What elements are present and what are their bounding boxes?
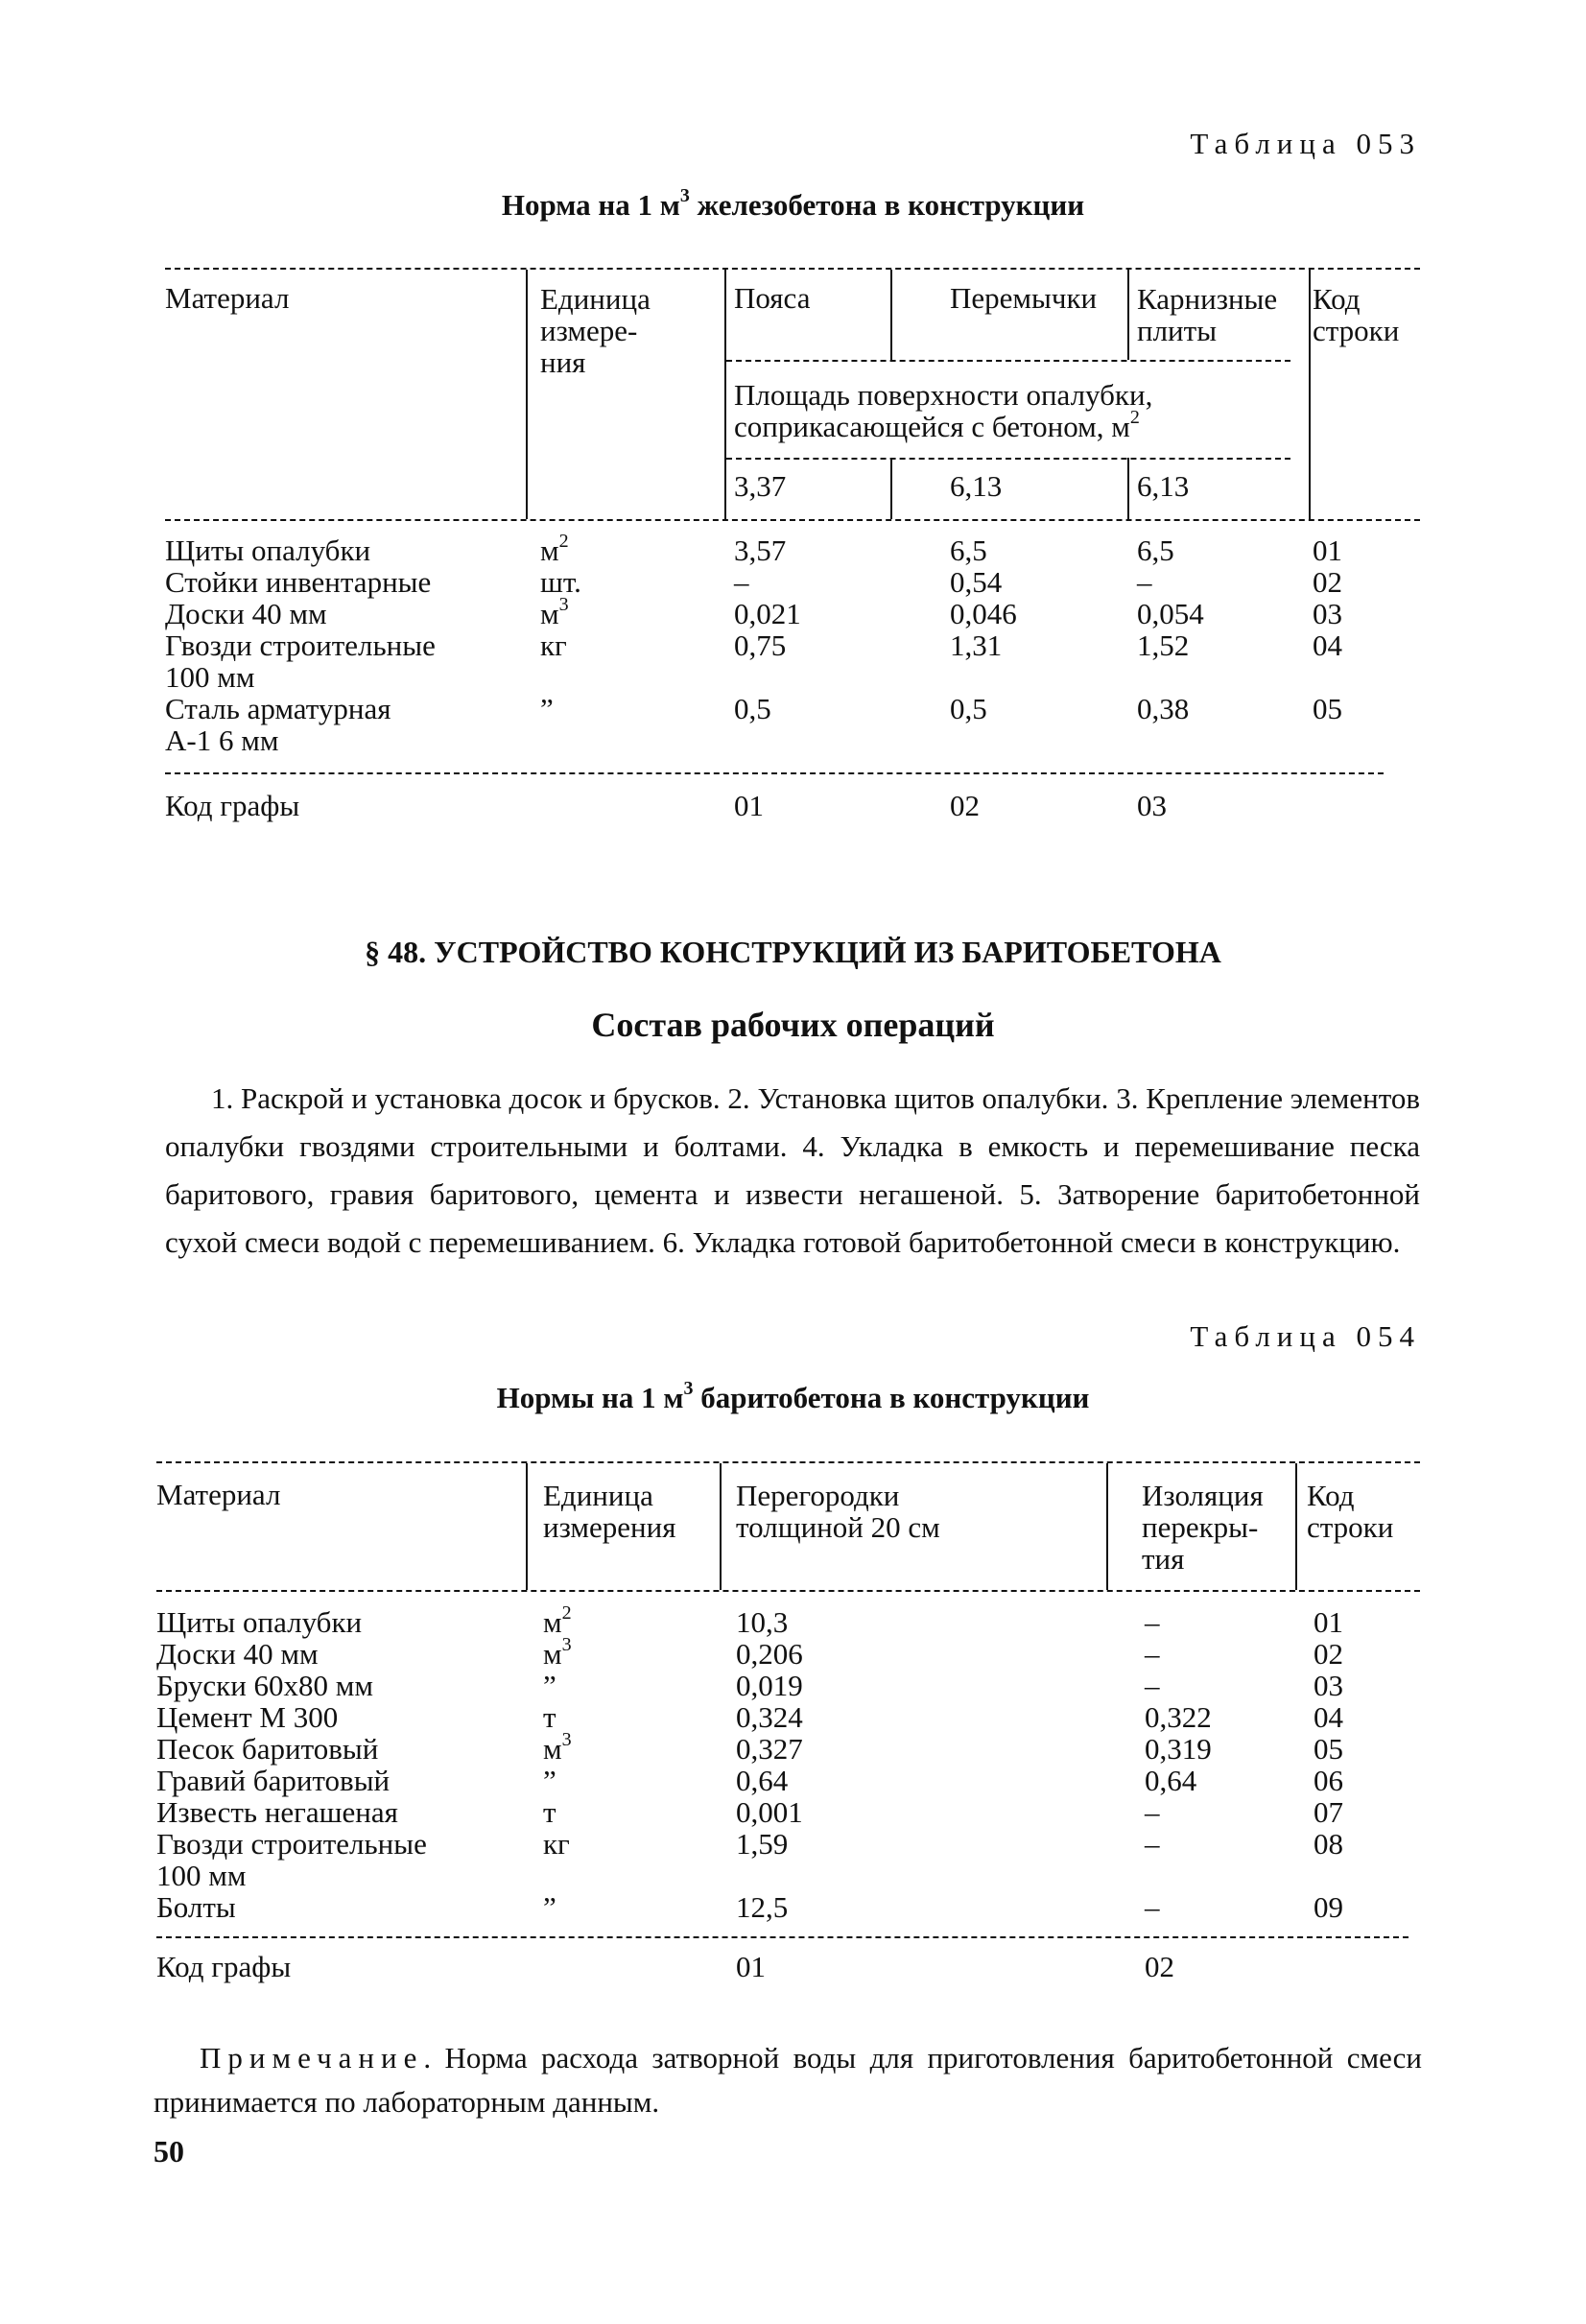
header-line: тия xyxy=(1142,1542,1185,1576)
cell-code: 03 xyxy=(1313,597,1342,630)
header-line: измерения xyxy=(543,1510,676,1544)
column-divider xyxy=(724,270,726,519)
cell-code: 01 xyxy=(1313,534,1342,567)
cell-material: Известь негашеная xyxy=(156,1795,398,1829)
header-code xyxy=(1313,283,1399,346)
cell-code: 05 xyxy=(1313,692,1342,725)
cell-unit xyxy=(540,594,569,630)
header-unit xyxy=(543,1480,675,1543)
column-divider xyxy=(890,270,892,360)
cell-material xyxy=(165,629,436,693)
title-text: баритобетона в конструкции xyxy=(693,1381,1090,1414)
header-bottom-rule xyxy=(165,519,1420,521)
column-divider xyxy=(1127,270,1129,360)
header-izolyatsiya xyxy=(1142,1480,1264,1575)
unit-text: м xyxy=(540,597,559,630)
cell-value: 0,5 xyxy=(950,692,987,725)
footer-code: 01 xyxy=(736,1950,766,1983)
unit-text: м xyxy=(543,1732,562,1766)
cell-value: 0,54 xyxy=(950,565,1003,599)
column-divider xyxy=(890,458,892,519)
unit-superscript: 3 xyxy=(561,1729,572,1750)
cell-code: 03 xyxy=(1314,1669,1343,1702)
cell-value: – xyxy=(1145,1637,1160,1671)
cell-value: 1,59 xyxy=(736,1827,789,1861)
cell-material: Гравий баритовый xyxy=(156,1764,391,1797)
header-sub-rule xyxy=(726,360,1290,362)
cell-unit: т xyxy=(543,1700,556,1734)
header-line xyxy=(734,407,1152,443)
cell-unit xyxy=(543,1729,572,1766)
header-line: толщиной 20 см xyxy=(736,1510,940,1544)
table-top-rule xyxy=(156,1461,1420,1463)
column-divider xyxy=(1106,1463,1108,1590)
cell-value: – xyxy=(1145,1890,1160,1924)
cell-unit: т xyxy=(543,1795,556,1829)
cell-value: 0,054 xyxy=(1137,597,1204,630)
cell-material: Доски 40 мм xyxy=(156,1637,319,1671)
table-053-label: Таблица 053 xyxy=(1190,127,1421,160)
header-peregorodki xyxy=(736,1480,940,1543)
cell-value: 1,31 xyxy=(950,628,1003,662)
header-line: Изоляция xyxy=(1142,1479,1264,1512)
title-superscript: 3 xyxy=(679,185,690,206)
cell-code: 07 xyxy=(1314,1795,1343,1829)
cell-value: – xyxy=(1145,1669,1160,1702)
cell-value: 0,327 xyxy=(736,1732,803,1766)
cell-value: – xyxy=(1145,1605,1160,1639)
header-line: измере- xyxy=(540,314,638,347)
title-text: Норма на 1 м xyxy=(501,188,680,222)
area-value: 6,13 xyxy=(1137,469,1190,503)
material-line: 100 мм xyxy=(165,660,255,694)
title-text: железобетона в конструкции xyxy=(689,188,1085,222)
cell-code: 05 xyxy=(1314,1732,1343,1766)
cell-unit: кг xyxy=(543,1827,570,1861)
header-line: Единица xyxy=(543,1479,653,1512)
cell-value: 0,5 xyxy=(734,692,771,725)
cell-value: 6,5 xyxy=(1137,534,1174,567)
header-line: Перегородки xyxy=(736,1479,900,1512)
cell-code: 09 xyxy=(1314,1890,1343,1924)
cell-unit: ” xyxy=(543,1669,556,1702)
column-divider xyxy=(1309,270,1311,519)
cell-value: 0,046 xyxy=(950,597,1017,630)
footer-code: 02 xyxy=(950,789,980,822)
header-line: строки xyxy=(1307,1510,1394,1544)
note xyxy=(154,2036,1422,2124)
footer-code: 02 xyxy=(1145,1950,1174,1983)
unit-text: м xyxy=(543,1637,562,1671)
header-superscript: 2 xyxy=(1129,407,1140,428)
material-line: А-1 6 мм xyxy=(165,723,279,757)
cell-unit: ” xyxy=(543,1764,556,1797)
header-material: Материал xyxy=(165,281,290,315)
cell-unit: ” xyxy=(540,692,554,725)
cell-unit: кг xyxy=(540,628,567,662)
cell-code: 04 xyxy=(1313,628,1342,662)
header-bottom-rule xyxy=(156,1590,1420,1592)
section-heading: § 48. УСТРОЙСТВО КОНСТРУКЦИЙ ИЗ БАРИТОБЕТОНА xyxy=(365,935,1221,969)
note-text: . Норма расхода затворной воды для приготовления баритобетонной смеси принимается по лабораторным данным. xyxy=(154,2041,1422,2119)
unit-text: шт. xyxy=(540,565,581,599)
column-divider xyxy=(720,1463,722,1590)
table-054-title xyxy=(0,1378,1586,1414)
cell-value: 0,021 xyxy=(734,597,801,630)
header-line: ния xyxy=(540,345,586,379)
cell-unit xyxy=(540,531,569,567)
cell-value: 0,64 xyxy=(736,1764,789,1797)
cell-value: 0,001 xyxy=(736,1795,803,1829)
cell-value: 10,3 xyxy=(736,1605,789,1639)
cell-value: – xyxy=(1137,565,1152,599)
header-peremychki: Перемычки xyxy=(950,281,1098,315)
unit-superscript: 2 xyxy=(558,531,569,552)
cell-value: 0,319 xyxy=(1145,1732,1212,1766)
cell-material xyxy=(156,1828,427,1891)
header-line: Карнизные xyxy=(1137,282,1278,316)
page-number: 50 xyxy=(154,2134,184,2169)
column-divider xyxy=(1295,1463,1297,1590)
title-text: Нормы на 1 м xyxy=(496,1381,684,1414)
header-material: Материал xyxy=(156,1478,281,1511)
section-subheading: Состав рабочих операций xyxy=(591,1006,995,1044)
header-line: плиты xyxy=(1137,314,1218,347)
header-poyasa: Пояса xyxy=(734,281,811,315)
paragraph-text: 1. Раскрой и установка досок и брусков. 2. Установка щитов опалубки. 3. Крепление элементов опалубки гвоздями строительными и болтами. 4. Укладка в емкость и перемешивание песка баритового, гравия баритового, цемента и извести негашеной. 5. Затворение баритобетонной сухой смеси водой с перемешиванием. 6. Укладка готовой баритобетонной смеси в конструкцию. xyxy=(165,1081,1420,1259)
cell-code: 01 xyxy=(1314,1605,1343,1639)
material-line: Гвозди строительные xyxy=(165,628,436,662)
table-bottom-rule xyxy=(165,772,1384,774)
unit-superscript: 3 xyxy=(558,594,569,615)
column-divider xyxy=(526,1463,528,1590)
cell-material: Бруски 60х80 мм xyxy=(156,1669,374,1702)
cell-material: Стойки инвентарные xyxy=(165,565,432,599)
area-value: 3,37 xyxy=(734,469,787,503)
unit-text: м xyxy=(540,534,559,567)
cell-code: 02 xyxy=(1314,1637,1343,1671)
footer-code: 03 xyxy=(1137,789,1167,822)
header-line: Единица xyxy=(540,282,651,316)
header-line: Код xyxy=(1307,1479,1355,1512)
material-line: 100 мм xyxy=(156,1859,247,1892)
unit-superscript: 2 xyxy=(561,1602,572,1624)
header-line: перекры- xyxy=(1142,1510,1259,1544)
cell-value: 0,206 xyxy=(736,1637,803,1671)
header-code xyxy=(1307,1480,1393,1543)
column-divider xyxy=(1127,458,1129,519)
operations-paragraph xyxy=(165,1075,1420,1267)
note-label: Примечание xyxy=(200,2041,424,2075)
area-value: 6,13 xyxy=(950,469,1003,503)
cell-material xyxy=(165,693,391,756)
cell-material: Болты xyxy=(156,1890,236,1924)
title-superscript: 3 xyxy=(683,1378,694,1399)
cell-value: 12,5 xyxy=(736,1890,789,1924)
cell-value: – xyxy=(1145,1827,1160,1861)
header-unit xyxy=(540,283,651,378)
cell-value: 3,57 xyxy=(734,534,787,567)
cell-unit xyxy=(543,1634,572,1671)
cell-code: 08 xyxy=(1314,1827,1343,1861)
cell-material: Цемент М 300 xyxy=(156,1700,339,1734)
table-054-label: Таблица 054 xyxy=(1190,1319,1421,1353)
cell-material: Щиты опалубки xyxy=(165,534,371,567)
material-line: Гвозди строительные xyxy=(156,1827,427,1861)
cell-value: – xyxy=(734,565,749,599)
table-top-rule xyxy=(165,268,1420,270)
header-line: Код xyxy=(1313,282,1361,316)
cell-material: Щиты опалубки xyxy=(156,1605,363,1639)
table-bottom-rule xyxy=(156,1936,1408,1938)
cell-code: 02 xyxy=(1313,565,1342,599)
cell-unit: ” xyxy=(543,1890,556,1924)
cell-value: 0,38 xyxy=(1137,692,1190,725)
cell-code: 04 xyxy=(1314,1700,1343,1734)
header-line: Площадь поверхности опалубки, xyxy=(734,378,1153,412)
unit-text: м xyxy=(543,1605,562,1639)
cell-value: 0,019 xyxy=(736,1669,803,1702)
footer-label: Код графы xyxy=(156,1950,292,1983)
footer-label: Код графы xyxy=(165,789,300,822)
unit-superscript: 3 xyxy=(561,1634,572,1655)
header-text: соприкасающейся с бетоном, м xyxy=(734,410,1130,443)
cell-value: 0,64 xyxy=(1145,1764,1197,1797)
header-area-label xyxy=(734,379,1152,442)
header-sub-rule xyxy=(726,458,1290,460)
cell-value: 0,324 xyxy=(736,1700,803,1734)
cell-value: 6,5 xyxy=(950,534,987,567)
material-line: Сталь арматурная xyxy=(165,692,391,725)
cell-value: 1,52 xyxy=(1137,628,1190,662)
cell-material: Доски 40 мм xyxy=(165,597,327,630)
cell-value: 0,322 xyxy=(1145,1700,1212,1734)
table-053-title xyxy=(0,185,1586,222)
cell-code: 06 xyxy=(1314,1764,1343,1797)
cell-value: – xyxy=(1145,1795,1160,1829)
footer-code: 01 xyxy=(734,789,764,822)
cell-value: 0,75 xyxy=(734,628,787,662)
column-divider xyxy=(526,270,528,519)
header-line: строки xyxy=(1313,314,1400,347)
cell-material: Песок баритовый xyxy=(156,1732,379,1766)
header-karniznye xyxy=(1137,283,1277,346)
